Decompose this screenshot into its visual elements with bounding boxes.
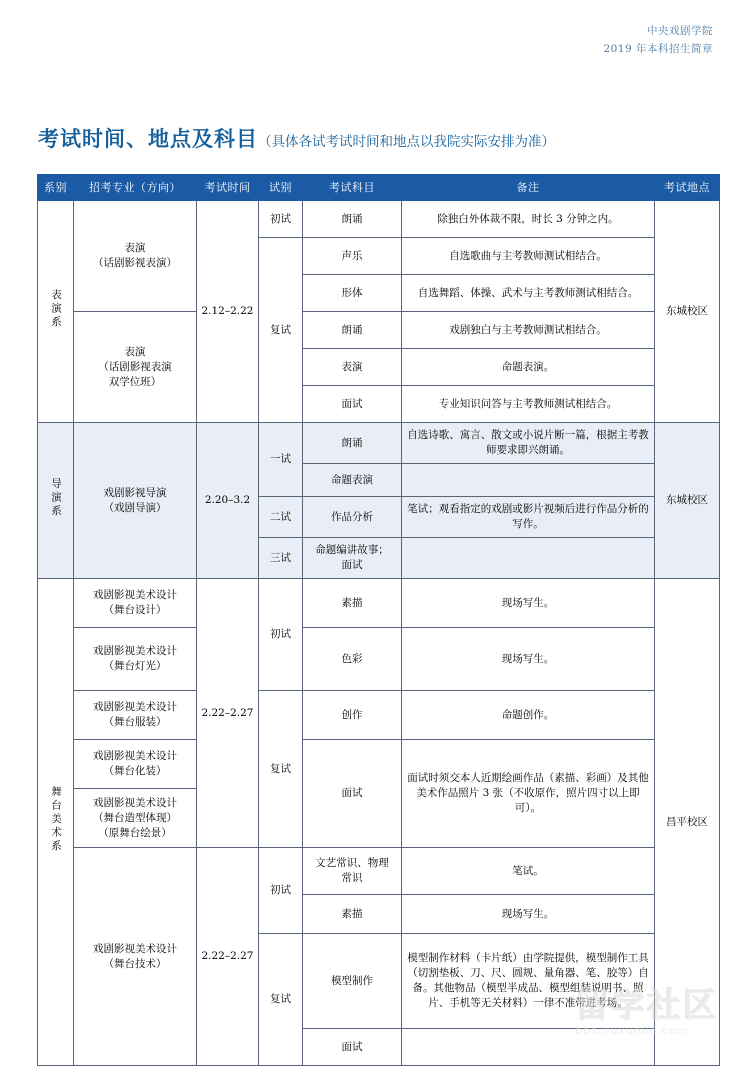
table-row: [38, 628, 720, 691]
exam-remark: 笔试；观看指定的戏剧或影片视频后进行作品分析的写作。: [402, 497, 655, 538]
major-stage-art-5: 戏剧影视美术设计 （舞台造型体现） （原舞台绘景）: [74, 789, 197, 848]
exam-remark: 面试时须交本人近期绘画作品（素描、彩画）及其他美术作品照片 3 张（不收原作，照片四寸以上即可）。: [402, 740, 655, 848]
exam-subject: 面试: [303, 740, 402, 848]
col-exam-stage: 试别: [259, 175, 303, 201]
exam-stage: 二试: [259, 497, 303, 538]
exam-subject: 色彩: [303, 628, 402, 691]
document-subtitle: 2019 年本科招生简章: [603, 43, 713, 55]
exam-remark: 模型制作材料（卡片纸）由学院提供，模型制作工具（切割垫板、刀、尺、圆规、量角器、笔、胶等）自备。其他物品（模型半成品、模型组装说明书、照片、手机等无关材料）一律不准带进考场。: [402, 934, 655, 1029]
exam-schedule-table: [37, 174, 720, 1066]
exam-remark: 命题表演。: [402, 349, 655, 386]
watermark-text: 留学社区: [575, 986, 719, 1026]
exam-stage: 初试: [259, 579, 303, 691]
institution-name: 中央戏剧学院: [647, 25, 713, 37]
major-stage-art-3: 戏剧影视美术设计 （舞台服装）: [74, 691, 197, 740]
table-row: [38, 848, 720, 895]
table-row: [38, 423, 720, 464]
exam-subject: 朗诵: [303, 423, 402, 464]
exam-remark: 现场写生。: [402, 628, 655, 691]
dept-name-performance: 表演系: [38, 201, 74, 423]
section-title-sub: （具体各试考试时间和地点以我院实际安排为准）: [258, 134, 555, 150]
exam-remark: [402, 538, 655, 579]
exam-remark: 笔试。: [402, 848, 655, 895]
dept-name-directing: 导演系: [38, 423, 74, 579]
exam-subject: 命题表演: [303, 464, 402, 497]
major-stage-art-1: 戏剧影视美术设计 （舞台设计）: [74, 579, 197, 628]
exam-schedule-table-wrapper: [37, 174, 719, 1066]
exam-remark: 自选舞蹈、体操、武术与主考教师测试相结合。: [402, 275, 655, 312]
section-title: [38, 123, 725, 153]
exam-remark: [402, 464, 655, 497]
exam-subject: 模型制作: [303, 934, 402, 1029]
exam-subject: 素描: [303, 579, 402, 628]
exam-time-stage-art-b: 2.22–2.27: [197, 848, 259, 1066]
major-performance-1: 表演 （话剧影视表演）: [74, 201, 197, 312]
exam-subject: 作品分析: [303, 497, 402, 538]
dept-name-stage-art: 舞台美术系: [38, 579, 74, 1066]
major-stage-art-4: 戏剧影视美术设计 （舞台化装）: [74, 740, 197, 789]
exam-stage: 三试: [259, 538, 303, 579]
exam-place-performance: 东城校区: [655, 201, 720, 423]
table-header-row: [38, 175, 720, 201]
exam-remark: 现场写生。: [402, 895, 655, 934]
exam-remark: [402, 1029, 655, 1066]
exam-subject: 命题编讲故事； 面试: [303, 538, 402, 579]
exam-stage: 初试: [259, 201, 303, 238]
exam-stage: 复试: [259, 238, 303, 423]
document-header: [603, 22, 713, 58]
exam-time-directing: 2.20–3.2: [197, 423, 259, 579]
col-department: 系别: [38, 175, 74, 201]
exam-subject: 声乐: [303, 238, 402, 275]
major-performance-2: 表演 （话剧影视表演 双学位班）: [74, 312, 197, 423]
col-exam-subject: 考试科目: [303, 175, 402, 201]
exam-stage: 复试: [259, 934, 303, 1066]
table-row: [38, 691, 720, 740]
major-stage-tech: 戏剧影视美术设计 （舞台技术）: [74, 848, 197, 1066]
exam-time-stage-art-a: 2.22–2.27: [197, 579, 259, 848]
exam-subject: 面试: [303, 1029, 402, 1066]
exam-remark: 自选诗歌、寓言、散文或小说片断一篇，根据主考教师要求即兴朗诵。: [402, 423, 655, 464]
col-exam-place: 考试地点: [655, 175, 720, 201]
exam-subject: 创作: [303, 691, 402, 740]
col-major: 招考专业（方向）: [74, 175, 197, 201]
major-directing: 戏剧影视导演 （戏剧导演）: [74, 423, 197, 579]
exam-place-stage-art: 昌平校区: [655, 579, 720, 1066]
table-row: [38, 312, 720, 349]
exam-remark: 专业知识问答与主考教师测试相结合。: [402, 386, 655, 423]
exam-subject: 朗诵: [303, 312, 402, 349]
exam-subject: 朗诵: [303, 201, 402, 238]
table-row: [38, 740, 720, 789]
exam-remark: 命题创作。: [402, 691, 655, 740]
exam-remark: 自选歌曲与主考教师测试相结合。: [402, 238, 655, 275]
exam-remark: 除独白外体裁不限，时长 3 分钟之内。: [402, 201, 655, 238]
major-stage-art-2: 戏剧影视美术设计 （舞台灯光）: [74, 628, 197, 691]
exam-stage: 一试: [259, 423, 303, 497]
exam-remark: 戏剧独白与主考教师测试相结合。: [402, 312, 655, 349]
col-exam-time: 考试时间: [197, 175, 259, 201]
col-remarks: 备注: [402, 175, 655, 201]
exam-time-performance: 2.12–2.22: [197, 201, 259, 423]
exam-place-directing: 东城校区: [655, 423, 720, 579]
exam-stage: 初试: [259, 848, 303, 934]
watermark-url: bbs.liuxue86.com: [575, 1024, 689, 1037]
section-title-main: 考试时间、地点及科目: [38, 127, 258, 151]
exam-subject: 文艺常识、物理 常识: [303, 848, 402, 895]
exam-stage: 复试: [259, 691, 303, 848]
exam-subject: 面试: [303, 386, 402, 423]
table-row: [38, 579, 720, 628]
exam-subject: 素描: [303, 895, 402, 934]
exam-subject: 表演: [303, 349, 402, 386]
exam-remark: 现场写生。: [402, 579, 655, 628]
table-row: [38, 201, 720, 238]
exam-subject: 形体: [303, 275, 402, 312]
